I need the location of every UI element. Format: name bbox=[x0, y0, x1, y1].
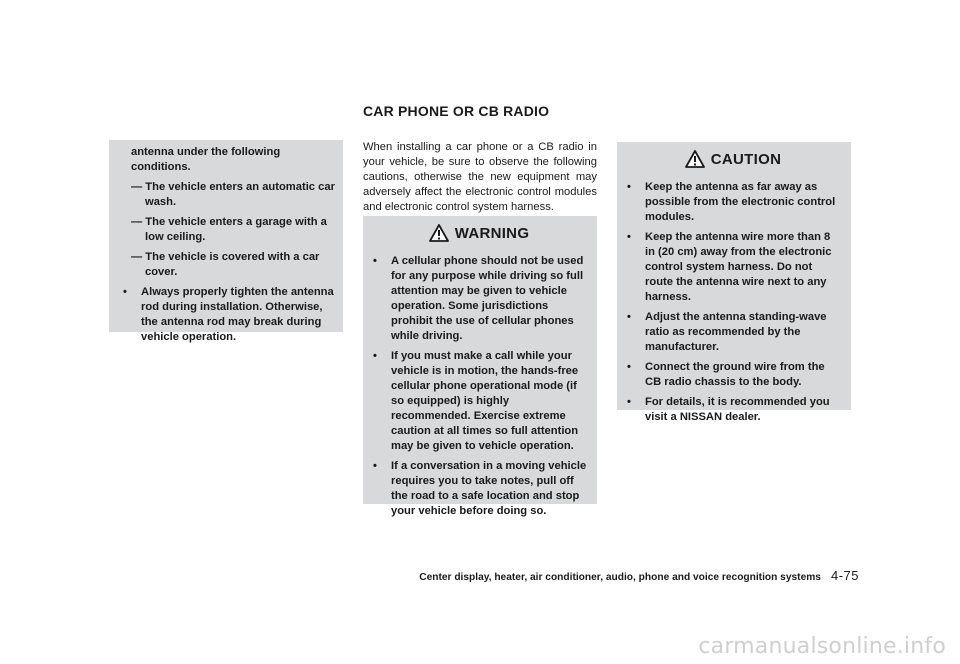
list-item-text: For details, it is recommended you visit a NISSAN dealer. bbox=[645, 396, 830, 423]
list-item: • If a conversation in a moving vehicle requires you to take notes, pull off the road to a safe location and stop your vehicle before doing so. bbox=[373, 460, 587, 517]
list-item-text: Connect the ground wire from the CB radio chassis to the body. bbox=[645, 361, 825, 388]
warning-triangle-icon bbox=[429, 224, 449, 242]
list-item: • If you must make a call while your vehicle is in motion, the hands-free cellular phone operational mode (if so equipped) is highly recommended. Exercise extreme caution at all times so full attention may be given to vehicle operation. bbox=[373, 350, 579, 452]
caution-header bbox=[623, 150, 843, 168]
list-item-text: Keep the antenna as far away as possible from the electronic control modules. bbox=[645, 181, 836, 223]
list-item bbox=[119, 285, 335, 345]
warning-header bbox=[369, 224, 589, 242]
continuation-text: antenna under the following conditions. bbox=[131, 146, 281, 173]
list-item: • A cellular phone should not be used for any purpose while driving so full attention may be given to vehicle operation. Some jurisdictions prohibit the use of cellular phones while driving. bbox=[373, 255, 584, 342]
caution-box bbox=[617, 142, 851, 423]
caution-triangle-icon bbox=[685, 150, 705, 168]
bullet: • bbox=[123, 286, 127, 298]
page-footer bbox=[419, 568, 859, 583]
list-item: • Keep the antenna as far away as possible from the electronic control modules. bbox=[627, 181, 836, 223]
watermark: carmanualsonline.info bbox=[698, 634, 946, 659]
section-title: CAR PHONE OR CB RADIO bbox=[363, 103, 550, 119]
list-item-text: Keep the antenna wire more than 8 in (20 cm) away from the electronic control system harness. Do not route the antenna wire next to any harness. bbox=[645, 231, 832, 303]
dash-item: — The vehicle is covered with a car cover. bbox=[131, 251, 320, 278]
list-item-text: If you must make a call while your vehicle is in motion, the hands-free cellular phone operational mode (if so equipped) is highly recommended. Exercise extreme caution at all times so full attention may be given to vehicle operation. bbox=[391, 350, 579, 452]
list-item: • For details, it is recommended you visit a NISSAN dealer. bbox=[627, 396, 830, 423]
list-item-text: If a conversation in a moving vehicle requires you to take notes, pull off the road to a safe location and stop your vehicle before doing so. bbox=[391, 460, 587, 517]
warning-box bbox=[363, 216, 597, 517]
list-item: • Adjust the antenna standing-wave ratio as recommended by the manufacturer. bbox=[627, 311, 827, 353]
chapter-title: Center display, heater, air conditioner, audio, phone and voice recognition systems bbox=[419, 572, 821, 583]
list-item: • Connect the ground wire from the CB radio chassis to the body. bbox=[627, 361, 825, 388]
intro-paragraph: When installing a car phone or a CB radio in your vehicle, be sure to observe the following cautions, otherwise the new equipment may adversely affect the electronic control modules and electronic control system harness. bbox=[363, 141, 597, 213]
dash-item: — The vehicle enters a garage with a low ceiling. bbox=[131, 216, 327, 243]
list-item-text: A cellular phone should not be used for any purpose while driving so full attention may be given to vehicle operation. Some jurisdictions prohibit the use of cellular phones while driving. bbox=[391, 255, 584, 342]
page-number: 4-75 bbox=[830, 568, 859, 583]
left-warning-box bbox=[109, 140, 343, 343]
caution-title: CAUTION bbox=[710, 150, 782, 168]
list-item-text: Always properly tighten the antenna rod during installation. Otherwise, the antenna rod may break during vehicle operation. bbox=[141, 286, 334, 343]
warning-title: WARNING bbox=[454, 224, 530, 242]
list-item: • Keep the antenna wire more than 8 in (20 cm) away from the electronic control system harness. Do not route the antenna wire next to any harness. bbox=[627, 231, 832, 303]
dash-item: — The vehicle enters an automatic car wash. bbox=[131, 181, 335, 208]
list-item-text: Adjust the antenna standing-wave ratio as recommended by the manufacturer. bbox=[645, 311, 827, 353]
